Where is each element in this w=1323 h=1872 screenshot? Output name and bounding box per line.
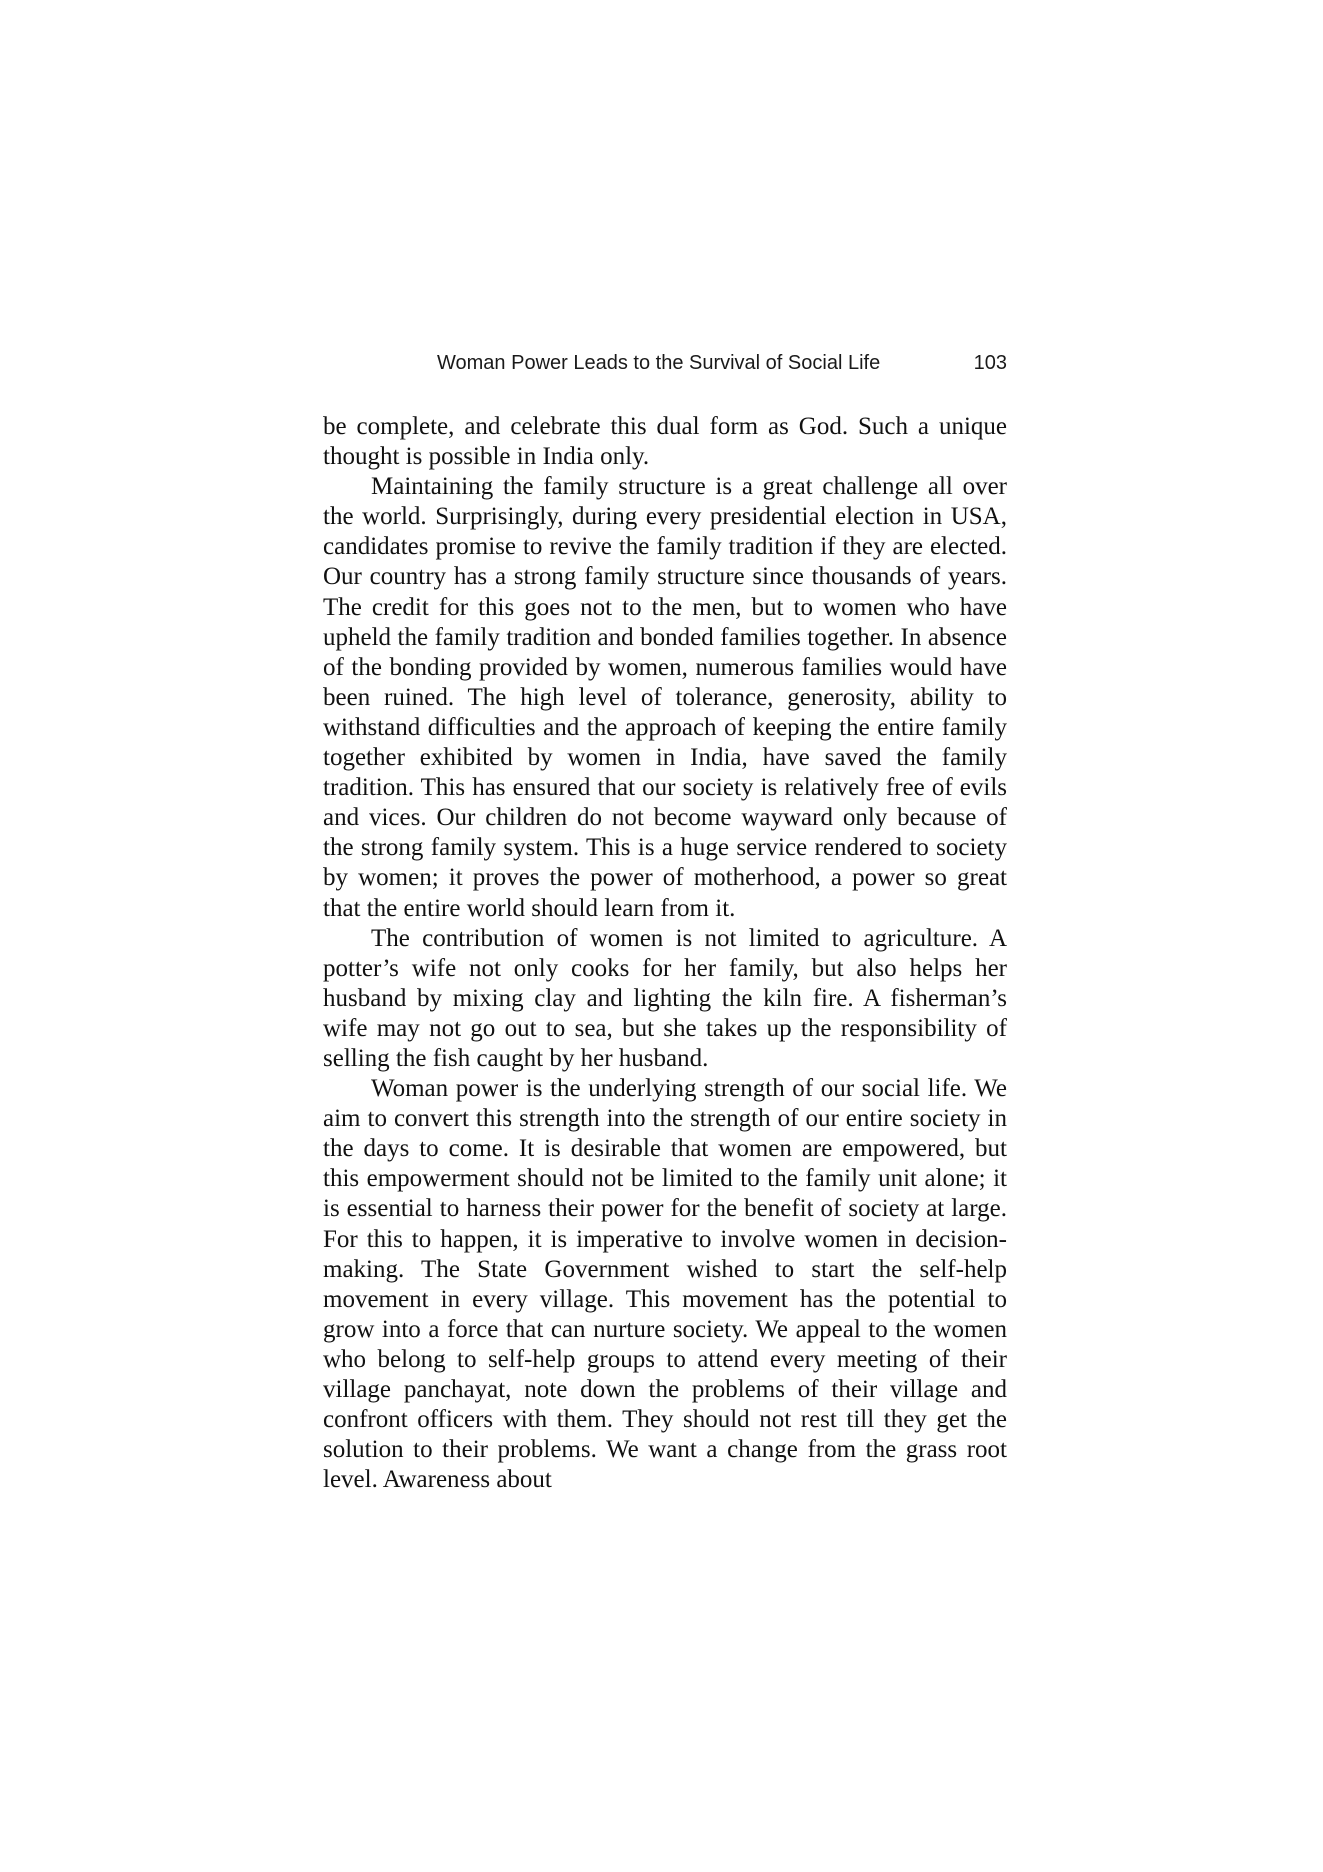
running-title: Woman Power Leads to the Survival of Social Life <box>437 352 881 374</box>
paragraph-family-structure: Maintaining the family structure is a great challenge all over the world. Surprisingly, during every presidential election in USA, candidates promise to revive the family tradition if they are elected. Our country has a strong family structure since thousands of years. The credit for this goes not to the men, but to women who have upheld the family tradition and bonded families together. In absence of the bonding provided by women, numerous families would have been ruined. The high level of tolerance, generosity, ability to withstand difficulties and the approach of keeping the entire family together exhibited by women in India, have saved the family tradition. This has ensured that our society is relatively free of evils and vices. Our children do not become wayward only because of the strong family system. This is a huge service rendered to society by women; it proves the power of motherhood, a power so great that the entire world should learn from it. <box>323 473 1007 922</box>
running-head <box>323 352 1007 380</box>
paragraph-continued: be complete, and celebrate this dual form as God. Such a unique thought is possible in India only. <box>323 413 1007 471</box>
paragraph-woman-power: Woman power is the underlying strength of our social life. We aim to convert this strength into the strength of our entire society in the days to come. It is desirable that women are empowered, but this empowerment should not be limited to the family unit alone; it is essential to harness their power for the benefit of society at large. For this to happen, it is imperative to involve women in decision-making. The State Government wished to start the self-help movement in every village. This movement has the potential to grow into a force that can nurture society. We appeal to the women who belong to self-help groups to attend every meeting of their village panchayat, note down the problems of their village and confront officers with them. They should not rest till they get the solution to their problems. We want a change from the grass root level. Awareness about <box>323 1075 1007 1494</box>
paragraph-contribution-of-women: The contribution of women is not limited to agriculture. A potter’s wife not only cooks for her family, but also helps her husband by mixing clay and lighting the kiln fire. A fisherman’s wife may not go out to sea, but she takes up the responsibility of selling the fish caught by her husband. <box>323 924 1007 1072</box>
body-text <box>323 412 1007 1495</box>
page-number: 103 <box>973 352 1007 374</box>
